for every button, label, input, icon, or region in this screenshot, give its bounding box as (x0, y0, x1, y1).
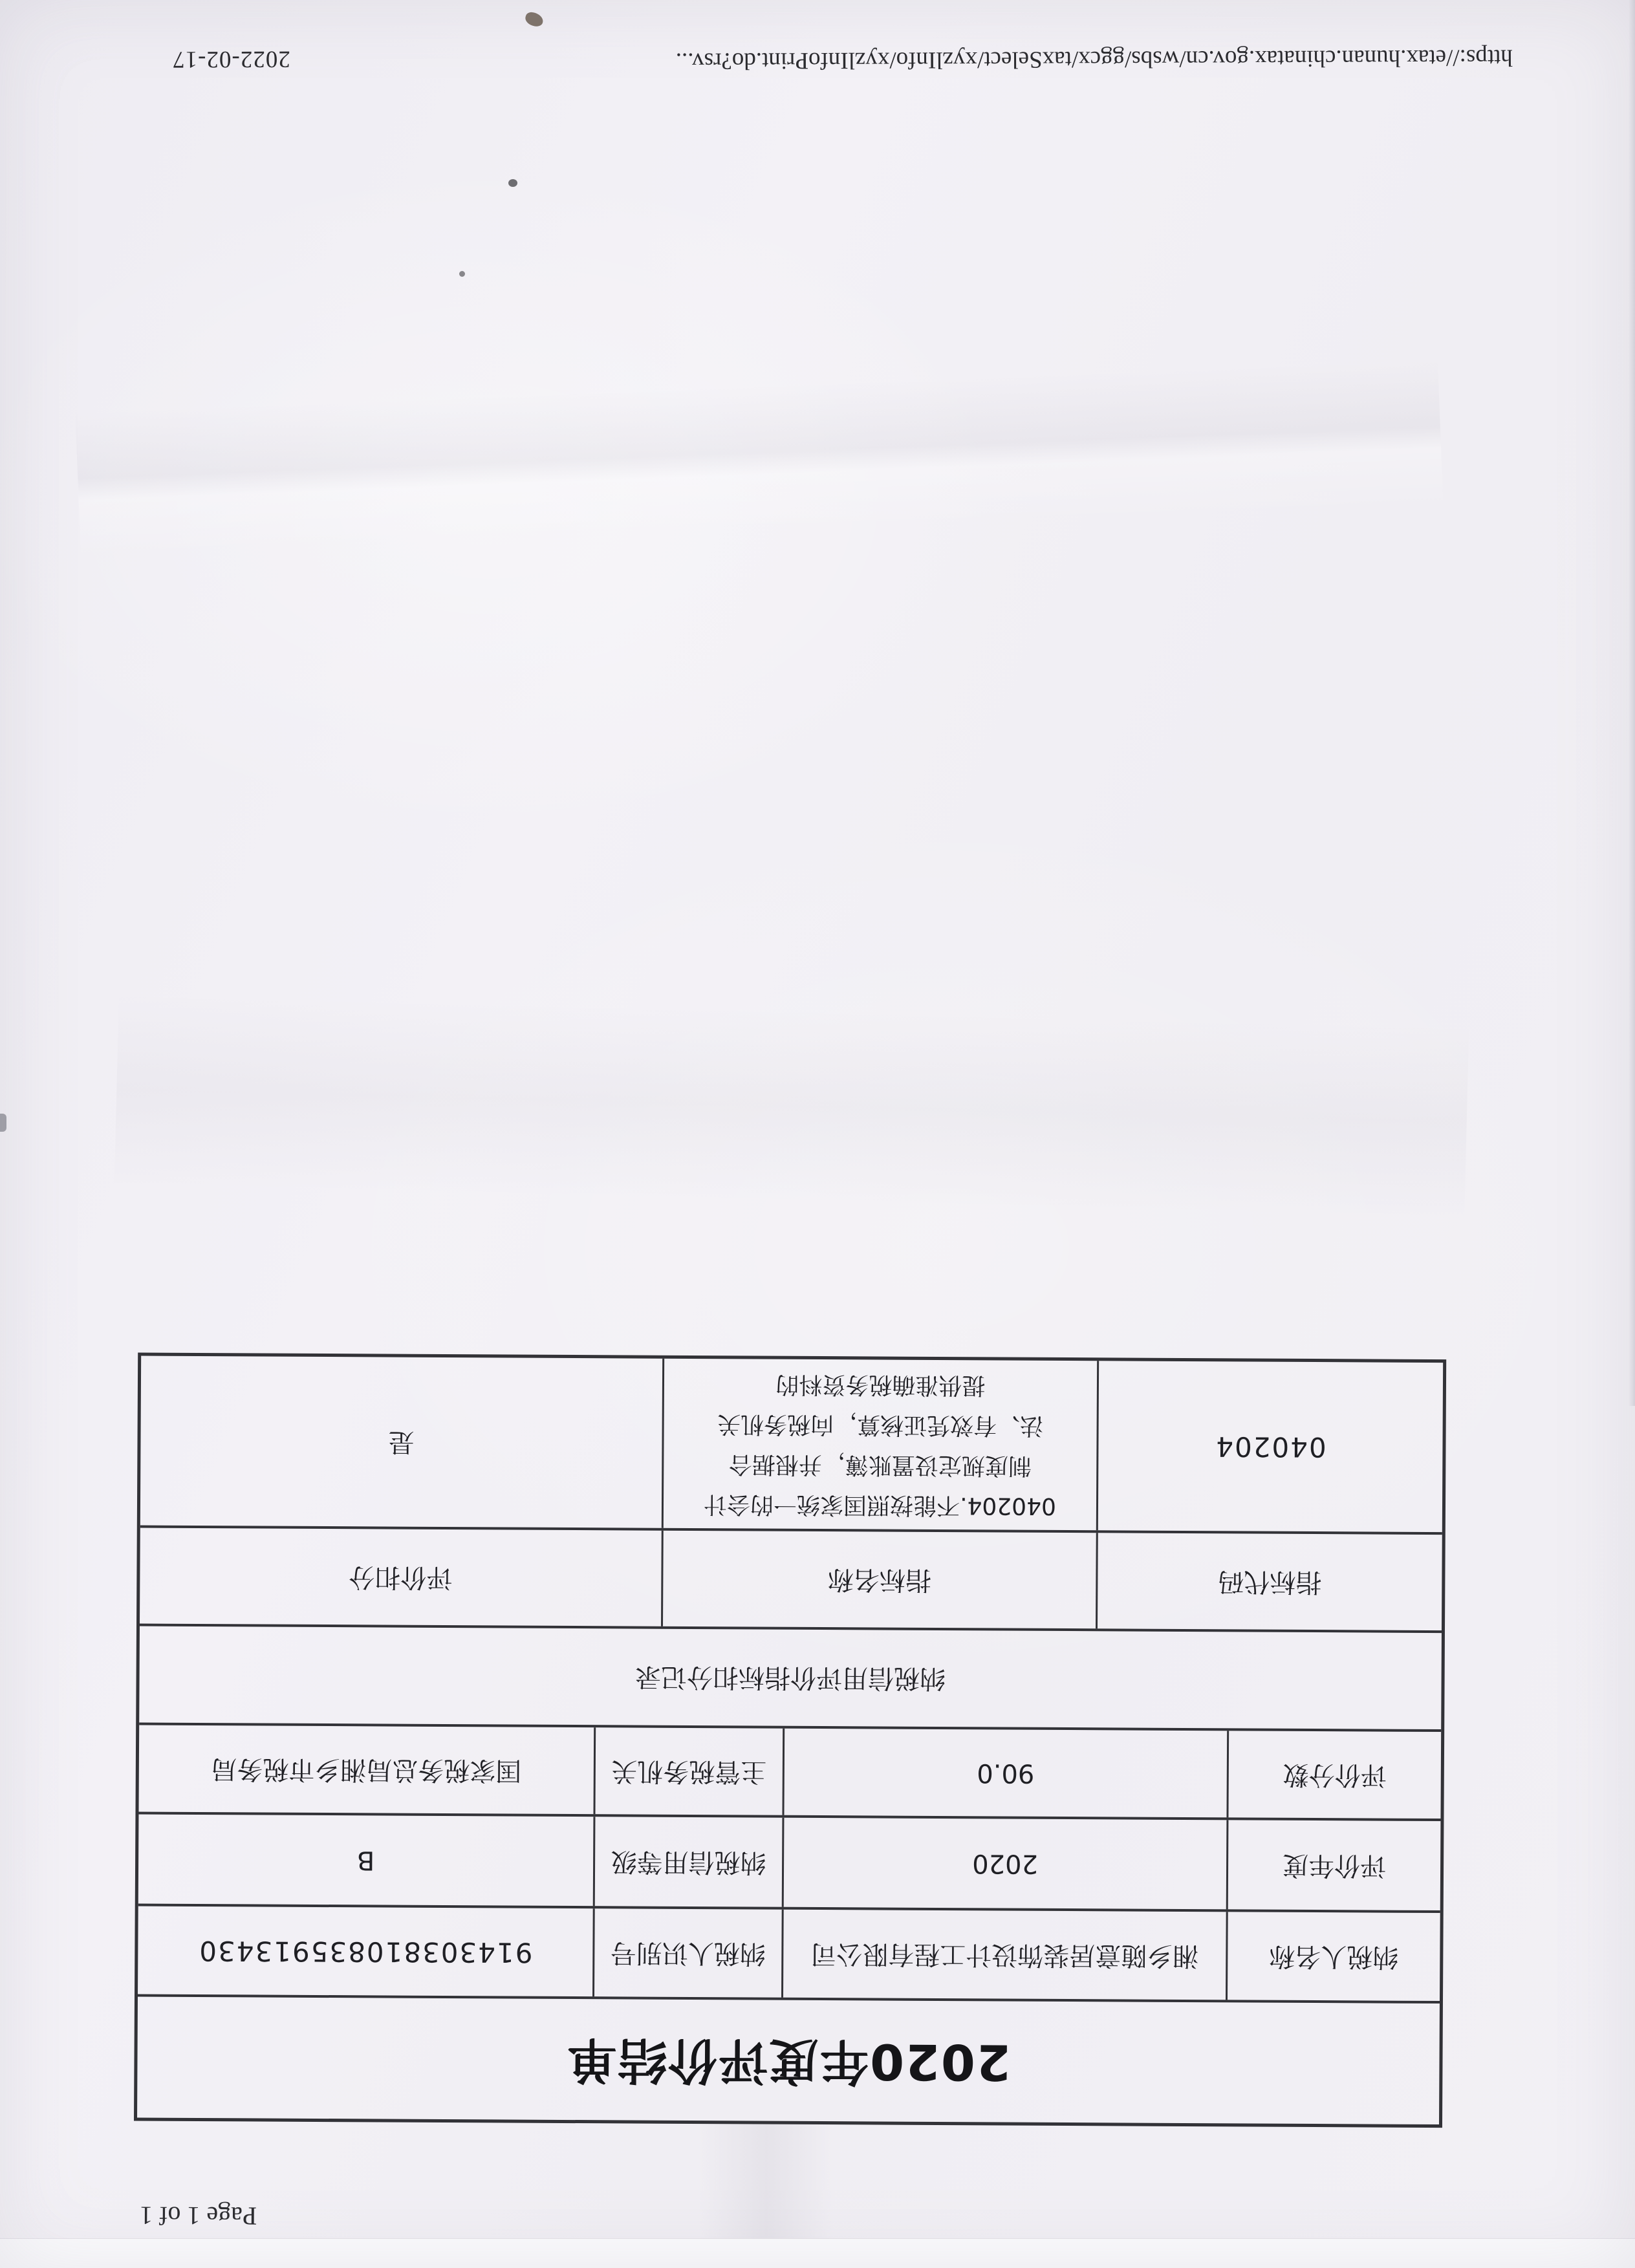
footer-url: https://etax.hunan.chinatax.gov.cn/wsbs/ggcx/taxSelect/xyzlInfo/xyzlInfoPrint.do?rsv... (675, 44, 1513, 75)
deduction-value: 是 (140, 1356, 664, 1528)
footer-date: 2022-02-17 (172, 45, 290, 73)
evaluation-score-label: 评价分数 (1283, 1759, 1387, 1790)
deduction-detail-row (140, 1356, 1443, 1535)
page-number: Page 1 of 1 (140, 2201, 257, 2231)
taxpayer-id-value: 914303810835913430 (138, 1906, 595, 1997)
evaluation-year-value: 2020 (784, 1818, 1229, 1910)
deduction-section-row (139, 1626, 1442, 1733)
credit-grade-label: 纳税信用等级 (595, 1817, 785, 1907)
tax-authority-value: 国家税务总局湘乡市税务局 (138, 1725, 596, 1815)
deduction-header: 评价扣分 (140, 1528, 664, 1626)
print-footer (6, 26, 1635, 78)
credit-grade-value: B (138, 1815, 596, 1906)
evaluation-score-row (138, 1725, 1441, 1822)
indicator-name-value: 040204.不能按照国家统一的会计 制度规定设置账簿，并根据合 法、有效凭证核算，向税务机关 提供准确税务资料的 (664, 1359, 1099, 1531)
tax-authority-label: 主管税务机关 (595, 1727, 785, 1815)
indicator-name-header: 指标名称 (663, 1531, 1098, 1629)
evaluation-year-row (138, 1815, 1441, 1914)
table-title-row (137, 1997, 1440, 2125)
indicator-code-header: 指标代码 (1218, 1566, 1322, 1597)
evaluation-year-label: 评价年度 (1282, 1850, 1387, 1881)
taxpayer-row (138, 1906, 1440, 2004)
deduction-section-title: 纳税信用评价指标扣分记录 (634, 1662, 946, 1694)
taxpayer-id-label: 纳税人识别号 (594, 1908, 784, 1998)
taxpayer-name-value: 湘乡随意居装饰设计工程有限公司 (783, 1910, 1228, 2000)
deduction-header-row (140, 1528, 1442, 1634)
indicator-code-value: 040204 (1215, 1431, 1326, 1463)
document-title: 2020年度评价结单 (565, 2031, 1011, 2091)
tax-credit-evaluation-table (134, 1353, 1446, 2128)
taxpayer-name-label: 纳税人名称 (1269, 1941, 1399, 1972)
evaluation-score-value: 90.0 (784, 1729, 1229, 1818)
